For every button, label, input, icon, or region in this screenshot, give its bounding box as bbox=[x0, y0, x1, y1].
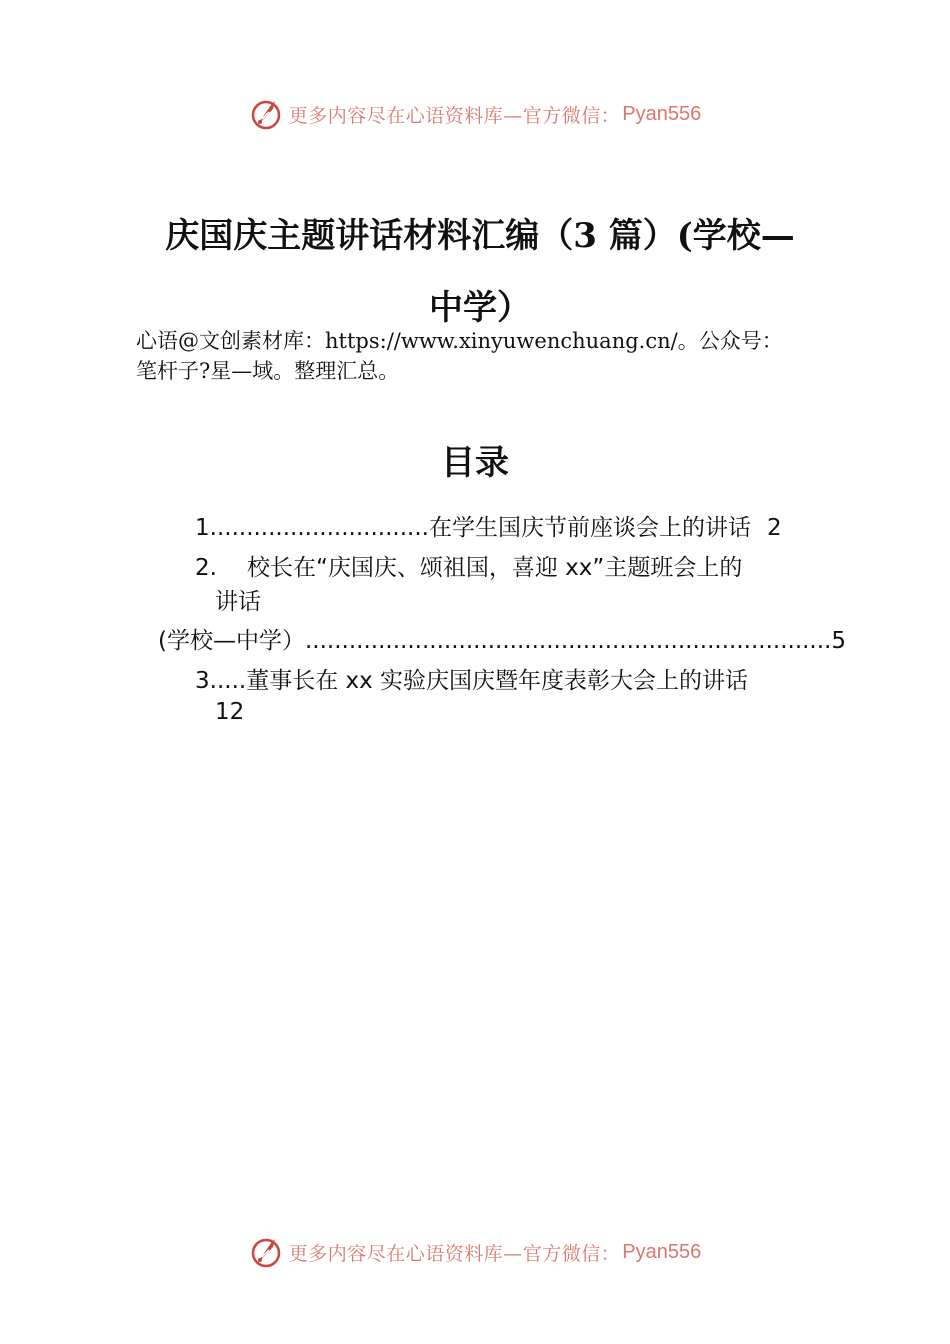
toc-item-3[interactable] bbox=[195, 665, 748, 697]
toc-item-page: 2 bbox=[766, 515, 782, 541]
watermark-wechat: Pyan556 bbox=[622, 1240, 702, 1263]
title-line-1: 庆国庆主题讲话材料汇编（3 篇）(学校— bbox=[165, 216, 795, 256]
toc-item-title: 校长在“庆国庆、颂祖国，喜迎 xx”主题班会上的 bbox=[246, 555, 743, 581]
quill-pen-logo-icon bbox=[249, 97, 283, 131]
toc-item-2-cont bbox=[215, 586, 261, 618]
toc-item-1[interactable] bbox=[195, 512, 782, 544]
header-watermark bbox=[0, 94, 950, 134]
toc-item-title-cont2: (学校—中学）........................................................................ bbox=[158, 628, 832, 654]
toc-item-3-page-line bbox=[215, 696, 244, 728]
footer-watermark bbox=[0, 1232, 950, 1272]
watermark-text: 更多内容尽在心语资料库—官方微信： bbox=[288, 104, 621, 127]
source-note bbox=[136, 326, 856, 386]
source-line-1: 心语@文创素材库：https://www.xinyuwenchuang.cn/。公众号： bbox=[136, 329, 783, 353]
title-line-2: 中学） bbox=[429, 288, 531, 328]
quill-pen-logo-icon bbox=[249, 1235, 283, 1269]
watermark-wechat: Pyan556 bbox=[622, 102, 702, 125]
toc-item-title: 在学生国庆节前座谈会上的讲话 bbox=[428, 515, 751, 541]
toc-item-2-cont2 bbox=[158, 625, 846, 657]
toc-item-2[interactable] bbox=[195, 552, 742, 584]
toc-item-lead: 2. bbox=[195, 555, 217, 581]
watermark-text: 更多内容尽在心语资料库—官方微信： bbox=[288, 1242, 621, 1265]
document-title bbox=[130, 200, 830, 344]
toc-item-title: 董事长在 xx 实验庆国庆暨年度表彰大会上的讲话 bbox=[246, 668, 749, 694]
source-line-2: 笔杆子?星—域。整理汇总。 bbox=[136, 359, 400, 383]
toc-item-page: 5 bbox=[831, 628, 847, 654]
toc-item-lead: 1.............................. bbox=[195, 515, 429, 541]
toc-item-title-cont: 讲话 bbox=[215, 589, 261, 615]
toc-heading: 目录 bbox=[441, 443, 509, 483]
toc-item-page: 12 bbox=[215, 699, 245, 725]
toc-item-lead: 3..... bbox=[195, 668, 247, 694]
